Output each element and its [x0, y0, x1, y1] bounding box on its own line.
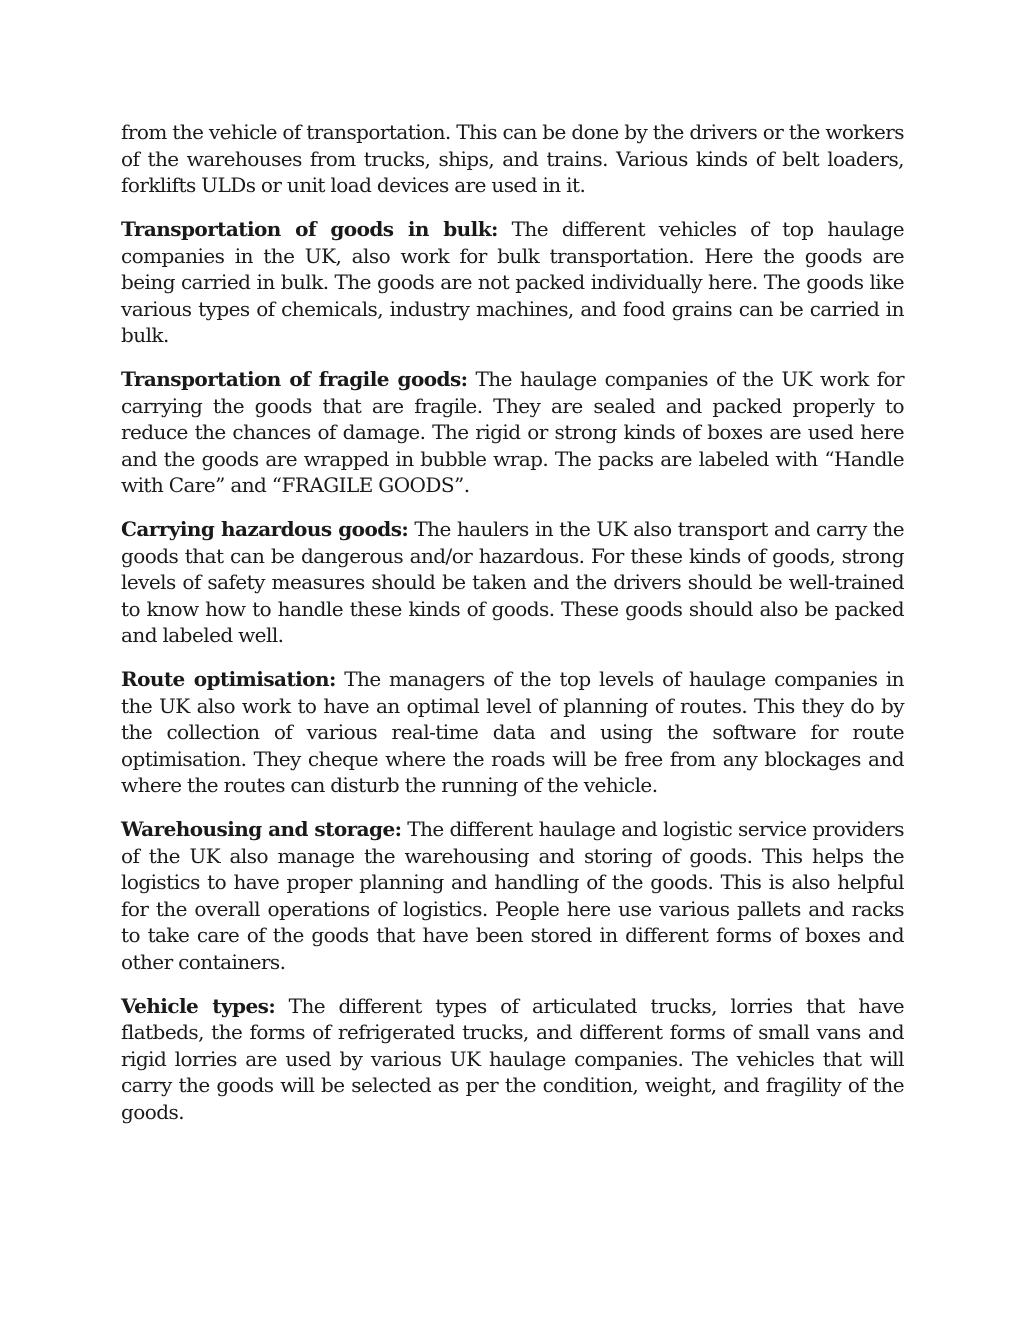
- section-vehicle-types: [121, 993, 904, 1126]
- section-bulk-transport: [121, 216, 904, 349]
- section-body: The different haulage and logistic service providers of the UK also manage the warehousing and storing of goods. This helps the logistics to have proper planning and handling of the goods. This is also helpful for the overall operations of logistics. People here use various pallets and racks to take care of the goods that have been stored in different forms of boxes and other containers.: [121, 817, 904, 974]
- section-heading: Route optimisation:: [121, 667, 336, 691]
- section-warehousing-storage: [121, 816, 904, 975]
- section-hazardous-goods: [121, 516, 904, 649]
- intro-text: from the vehicle of transportation. This can be done by the drivers or the workers of the warehouses from trucks, ships, and trains. Various kinds of belt loaders, forklifts ULDs or unit load devices are used in it.: [121, 120, 904, 197]
- section-route-optimisation: [121, 666, 904, 799]
- section-heading: Warehousing and storage:: [121, 817, 402, 841]
- section-heading: Carrying hazardous goods:: [121, 517, 409, 541]
- section-heading: Transportation of goods in bulk:: [121, 217, 498, 241]
- section-heading: Transportation of fragile goods:: [121, 367, 468, 391]
- document-page: [121, 119, 904, 1143]
- intro-paragraph: [121, 119, 904, 199]
- section-body: The different vehicles of top haulage companies in the UK, also work for bulk transportation. Here the goods are being carried in bulk. The goods are not packed individually here. The goods like various types of chemicals, industry machines, and food grains can be carried in bulk.: [121, 217, 905, 347]
- section-body: The haulage companies of the UK work for carrying the goods that are fragile. They are sealed and packed properly to reduce the chances of damage. The rigid or strong kinds of boxes are used here and the goods are wrapped in bubble wrap. The packs are labeled with “Handle with Care” and “FRAGILE GOODS”.: [121, 367, 904, 497]
- section-body: The managers of the top levels of haulage companies in the UK also work to have an optimal level of planning of routes. This they do by the collection of various real-time data and using the software for route optimisation. They cheque where the roads will be free from any blockages and where the routes can disturb the running of the vehicle.: [121, 667, 904, 797]
- section-body: The haulers in the UK also transport and carry the goods that can be dangerous and/or hazardous. For these kinds of goods, strong levels of safety measures should be taken and the drivers should be well-trained to know how to handle these kinds of goods. These goods should also be packed and labeled well.: [121, 517, 904, 647]
- section-fragile-goods: [121, 366, 904, 499]
- section-body: The different types of articulated trucks, lorries that have flatbeds, the forms of refrigerated trucks, and different forms of small vans and rigid lorries are used by various UK haulage companies. The vehicles that will carry the goods will be selected as per the condition, weight, and fragility of the goods.: [121, 993, 904, 1124]
- section-heading: Vehicle types:: [121, 993, 276, 1018]
